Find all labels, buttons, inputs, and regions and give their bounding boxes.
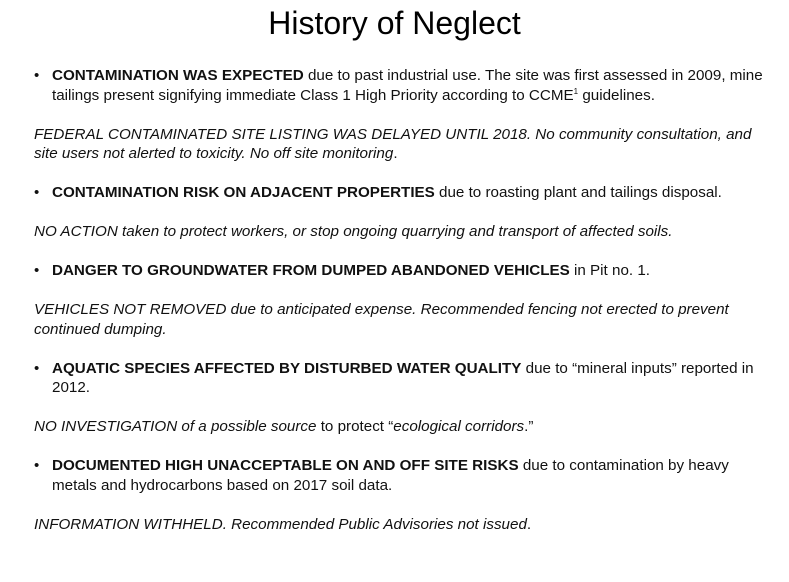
note-text: NO INVESTIGATION of a possible source [34, 418, 317, 435]
bullet-text: due to past industrial use. The site was first assessed in 2009, mine tailings present signifying immediate Class 1 High Priority according to CCME [52, 67, 763, 104]
bullet-icon: • [34, 457, 40, 474]
bullet-item-groundwater-danger [34, 261, 764, 281]
bullet-icon: • [34, 262, 40, 279]
bullet-lead: CONTAMINATION WAS EXPECTED [52, 67, 304, 84]
bullet-icon: • [34, 184, 40, 201]
bullet-text-after: guidelines. [578, 86, 655, 104]
document-body [34, 66, 764, 554]
bullet-text: due to “mineral inputs” reported in 2012. [52, 359, 754, 396]
note-end: . [526, 515, 532, 533]
bullet-item-contamination-expected [34, 66, 764, 105]
note-site-listing-delayed [34, 125, 764, 164]
note-end: .” [524, 418, 534, 435]
bullet-text: due to roasting plant and tailings disposal. [434, 184, 722, 201]
bullet-icon: • [34, 67, 40, 84]
note-text: FEDERAL CONTAMINATED SITE LISTING WAS DELAYED UNTIL 2018. No community consultation, and site users not alerted to toxicity. No off site monitoring [34, 125, 752, 162]
note-text: INFORMATION WITHHELD. Recommended Public Advisories not issued [34, 515, 527, 533]
footnote-marker: 1 [573, 86, 579, 96]
page-title: History of Neglect [268, 5, 521, 41]
bullet-lead: CONTAMINATION RISK ON ADJACENT PROPERTIES [52, 184, 435, 201]
bullet-lead: DANGER TO GROUNDWATER FROM DUMPED ABANDONED VEHICLES [52, 262, 570, 279]
bullet-item-documented-risks [34, 456, 764, 495]
note-text: VEHICLES NOT REMOVED due to anticipated expense. Recommended fencing not erected to prevent continued dumping. [34, 301, 729, 338]
bullet-item-aquatic-species [34, 359, 764, 398]
note-information-withheld [34, 515, 764, 535]
note-vehicles-not-removed [34, 300, 764, 339]
note-end: . [393, 145, 398, 162]
note-text-2: ecological corridors [393, 418, 525, 435]
note-text: NO ACTION taken to protect workers, or stop ongoing quarrying and transport of affected soils. [34, 223, 673, 240]
note-no-action [34, 222, 764, 242]
bullet-item-adjacent-properties [34, 183, 764, 203]
bullet-text: in Pit no. 1. [569, 262, 650, 279]
bullet-lead: AQUATIC SPECIES AFFECTED BY DISTURBED WATER QUALITY [52, 359, 522, 377]
bullet-icon: • [34, 359, 40, 377]
note-mid: to protect “ [316, 418, 394, 435]
bullet-lead: DOCUMENTED HIGH UNACCEPTABLE ON AND OFF SITE RISKS [52, 457, 519, 474]
bullet-text: due to contamination by heavy metals and hydrocarbons based on 2017 soil data. [52, 457, 729, 494]
note-no-investigation [34, 417, 764, 437]
